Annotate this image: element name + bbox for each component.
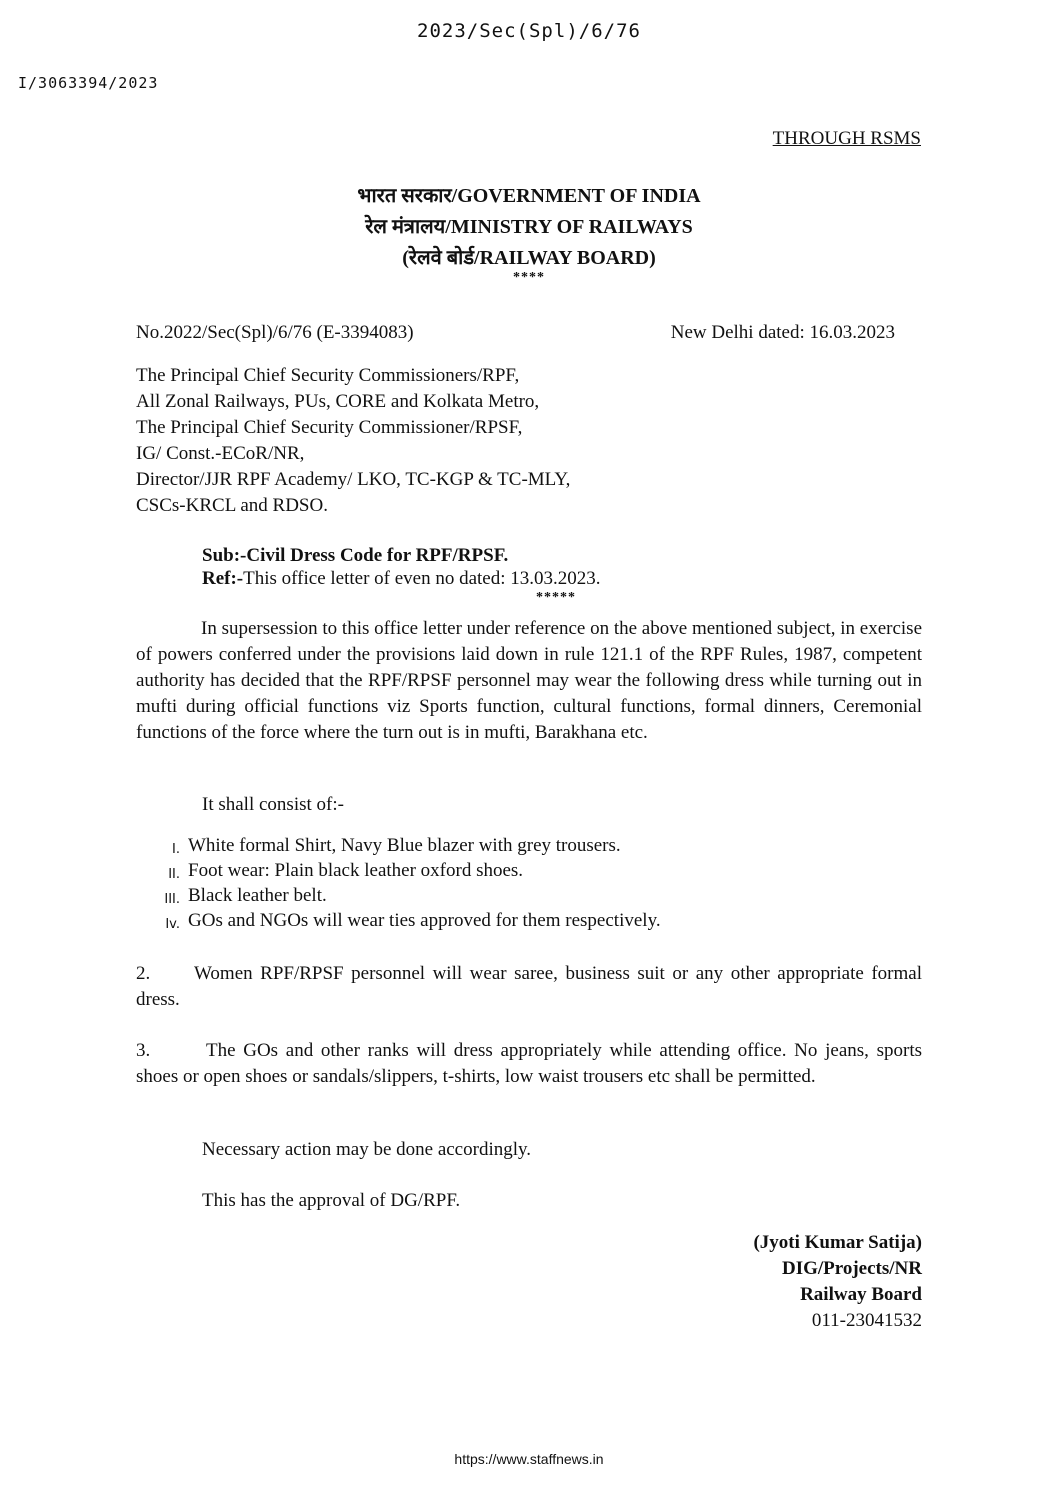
list-item-number: Iv. [165, 917, 180, 932]
e-file-number: I/3063394/2023 [18, 74, 159, 92]
list-item-number: III. [164, 892, 180, 907]
list-item-text: GOs and NGOs will wear ties approved for them respectively. [188, 910, 661, 931]
paragraph-2-number: 2. [136, 963, 151, 984]
header-board: (रेलवे बोर्ड/RAILWAY BOARD) [402, 247, 656, 269]
through-label: THROUGH RSMS [772, 128, 921, 149]
addressee-line: The Principal Chief Security Commissioners/RPF, [136, 365, 520, 386]
letter-number: No.2022/Sec(Spl)/6/76 (E-3394083) [136, 322, 414, 343]
dress-list [148, 833, 661, 933]
reference-label: Ref:- [202, 568, 244, 589]
list-item [148, 858, 661, 883]
subject-stars: ***** [536, 590, 576, 605]
reference-line [202, 568, 601, 590]
paragraph-3 [136, 1038, 922, 1090]
list-item-number: I. [172, 842, 180, 857]
paragraph-2 [136, 961, 922, 1013]
addressee-list [136, 363, 570, 519]
paragraph-2-text: Women RPF/RPSF personnel will wear saree, business suit or any other appropriate formal dress. [136, 963, 922, 1010]
approval-line: This has the approval of DG/RPF. [202, 1190, 461, 1211]
signatory-name: (Jyoti Kumar Satija) [753, 1232, 922, 1253]
addressee-line: Director/JJR RPF Academy/ LKO, TC-KGP & TC-MLY, [136, 469, 571, 490]
subject-line: Sub:-Civil Dress Code for RPF/RPSF. [202, 545, 509, 566]
consist-intro: It shall consist of:- [202, 794, 344, 815]
addressee-line: CSCs-KRCL and RDSO. [136, 495, 328, 516]
signatory-phone: 011-23041532 [811, 1310, 922, 1331]
list-item [148, 833, 661, 858]
addressee-line: All Zonal Railways, PUs, CORE and Kolkata Metro, [136, 391, 540, 412]
paragraph-1: In supersession to this office letter under reference on the above mentioned subject, in exercise of powers conferred under the provisions laid down in rule 121.1 of the RPF Rules, 1987, competent authority has decided that the RPF/RPSF personnel may wear the following dress while turning out in mufti during official functions viz Sports function, cultural functions, formal dinners, Ceremonial functions of the force where the turn out is in mufti, Barakhana etc. [136, 618, 922, 743]
list-item-text: Black leather belt. [188, 885, 327, 906]
action-line: Necessary action may be done accordingly. [202, 1139, 532, 1160]
header-ministry: रेल मंत्रालय/MINISTRY OF RAILWAYS [365, 216, 693, 238]
list-item-text: Foot wear: Plain black leather oxford shoes. [188, 860, 524, 881]
list-item-text: White formal Shirt, Navy Blue blazer with grey trousers. [188, 835, 621, 856]
list-item [148, 908, 661, 933]
addressee-line: The Principal Chief Security Commissioner/RPSF, [136, 417, 523, 438]
signature-block [753, 1230, 922, 1334]
signatory-designation: DIG/Projects/NR [781, 1258, 922, 1279]
paragraph-3-text: The GOs and other ranks will dress appropriately while attending office. No jeans, sports shoes or open shoes or sandals/slippers, t-shirts, low waist trousers etc shall be permitted. [136, 1040, 922, 1087]
footer-url: https://www.staffnews.in [454, 1451, 604, 1467]
list-item [148, 883, 661, 908]
addressee-line: IG/ Const.-ECoR/NR, [136, 443, 305, 464]
letter-date: New Delhi dated: 16.03.2023 [670, 322, 895, 343]
reference-text: This office letter of even no dated: 13.03.2023. [243, 568, 601, 589]
header-government: भारत सरकार/GOVERNMENT OF INDIA [357, 185, 701, 207]
list-item-number: II. [168, 867, 180, 882]
paragraph-3-number: 3. [136, 1040, 151, 1061]
file-number-header: 2023/Sec(Spl)/6/76 [417, 20, 641, 42]
header-stars: **** [513, 270, 545, 285]
signatory-office: Railway Board [800, 1284, 922, 1305]
